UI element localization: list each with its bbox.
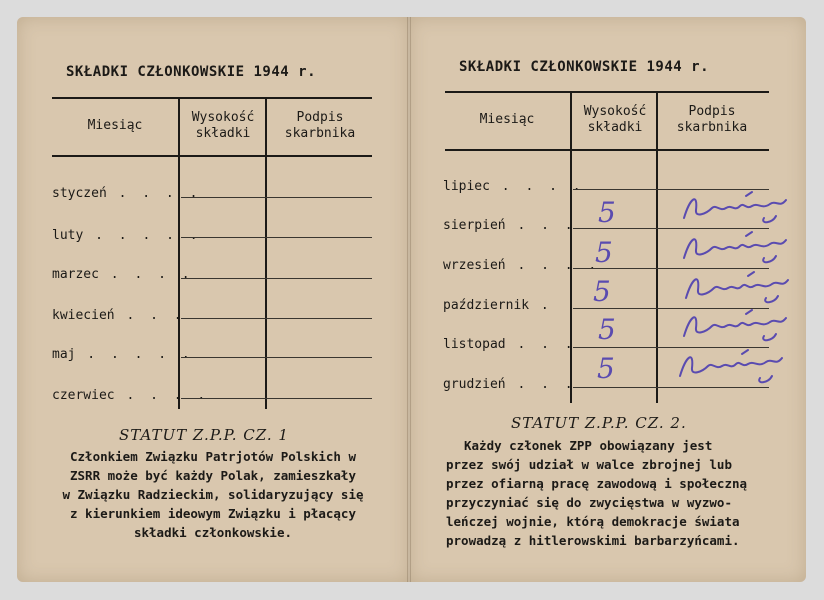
month-row: maj . . . . . xyxy=(52,347,194,362)
table-column-divider xyxy=(570,93,572,403)
month-label: październik xyxy=(443,298,530,313)
header-amount: Wysokość składki xyxy=(583,104,647,135)
month-label: grudzień xyxy=(443,377,506,392)
month-row: lipiec . . . . xyxy=(443,179,585,194)
month-row: marzec . . . . xyxy=(52,267,194,282)
statute-line: Członkiem Związku Patrjotów Polskich w xyxy=(70,449,356,464)
treasurer-signature xyxy=(676,306,796,346)
month-label: styczeń xyxy=(52,186,107,201)
row-rule xyxy=(181,278,372,279)
header-month: Miesiąc xyxy=(87,118,143,133)
statute-title: STATUT Z.P.P. CZ. 1 xyxy=(119,426,289,444)
amount-value: 5 xyxy=(597,352,615,385)
month-row: grudzień . . . xyxy=(443,377,577,392)
month-label: marzec xyxy=(52,267,99,282)
statute-line: ZSRR może być każdy Polak, zamieszkały xyxy=(70,468,356,483)
table-header-rule xyxy=(445,149,769,151)
table-column-divider xyxy=(178,97,180,409)
header-signature: Podpis skarbnika xyxy=(676,104,748,135)
table-top-rule xyxy=(52,97,372,99)
table-column-divider xyxy=(265,97,267,409)
month-row: kwiecień . . . xyxy=(52,308,186,323)
month-label: czerwiec xyxy=(52,388,115,403)
amount-value: 5 xyxy=(593,275,611,308)
statute-line: w Związku Radzieckim, solidaryzujący się xyxy=(62,487,364,502)
treasurer-signature xyxy=(678,268,798,308)
header-amount: Wysokość składki xyxy=(191,110,255,141)
statute-line: prowadzą z hitlerowskimi barbarzyńcami. xyxy=(446,533,740,548)
header-signature: Podpis skarbnika xyxy=(284,110,356,141)
month-label: maj xyxy=(52,347,76,362)
month-row: wrzesień . . . . xyxy=(443,258,601,273)
row-rule xyxy=(181,318,372,319)
statute-line: leńczej wojnie, którą demokracje świata xyxy=(446,514,740,529)
statute-line: Każdy członek ZPP obowiązany jest xyxy=(464,438,713,453)
statute-line: składki członkowskie. xyxy=(133,525,293,540)
statute-line: przez swój udział w walce zbrojnej lub xyxy=(446,457,732,472)
statute-title: STATUT Z.P.P. CZ. 2. xyxy=(511,414,687,432)
treasurer-signature xyxy=(676,228,796,268)
statute-line: przez ofiarną pracę zawodową i społeczną xyxy=(446,476,748,491)
month-row: sierpień . . . xyxy=(443,218,577,233)
row-rule xyxy=(181,357,372,358)
table-top-rule xyxy=(445,91,769,93)
treasurer-signature xyxy=(676,188,796,228)
amount-value: 5 xyxy=(595,236,613,269)
right-page-title: SKŁADKI CZŁONKOWSKIE 1944 r. xyxy=(459,59,710,75)
row-rule xyxy=(181,197,372,198)
month-row: listopad . . . xyxy=(443,337,577,352)
header-month: Miesiąc xyxy=(479,112,535,127)
month-row: styczeń . . . . xyxy=(52,186,202,201)
month-label: wrzesień xyxy=(443,258,506,273)
month-row: luty . . . . . xyxy=(52,228,202,243)
statute-text xyxy=(48,447,378,542)
treasurer-signature xyxy=(672,346,792,388)
statute-line: z kierunkiem ideowym Związku i płacący xyxy=(70,506,356,521)
row-rule xyxy=(181,398,372,399)
month-label: listopad xyxy=(443,337,506,352)
page-fold xyxy=(407,17,411,582)
month-label: lipiec xyxy=(443,179,490,194)
statute-text xyxy=(446,436,786,550)
table-header-rule xyxy=(52,155,372,157)
month-label: sierpień xyxy=(443,218,506,233)
month-label: luty xyxy=(52,228,84,243)
month-label: kwiecień xyxy=(52,308,115,323)
table-column-divider xyxy=(656,93,658,403)
row-rule xyxy=(181,237,372,238)
statute-line: przyczyniać się do zwycięstwa w wyzwo- xyxy=(446,495,732,510)
amount-value: 5 xyxy=(598,313,616,346)
left-page-title: SKŁADKI CZŁONKOWSKIE 1944 r. xyxy=(66,64,317,80)
month-row: czerwiec . . . . xyxy=(52,388,210,403)
amount-value: 5 xyxy=(598,196,616,229)
month-row: październik . xyxy=(443,298,553,313)
